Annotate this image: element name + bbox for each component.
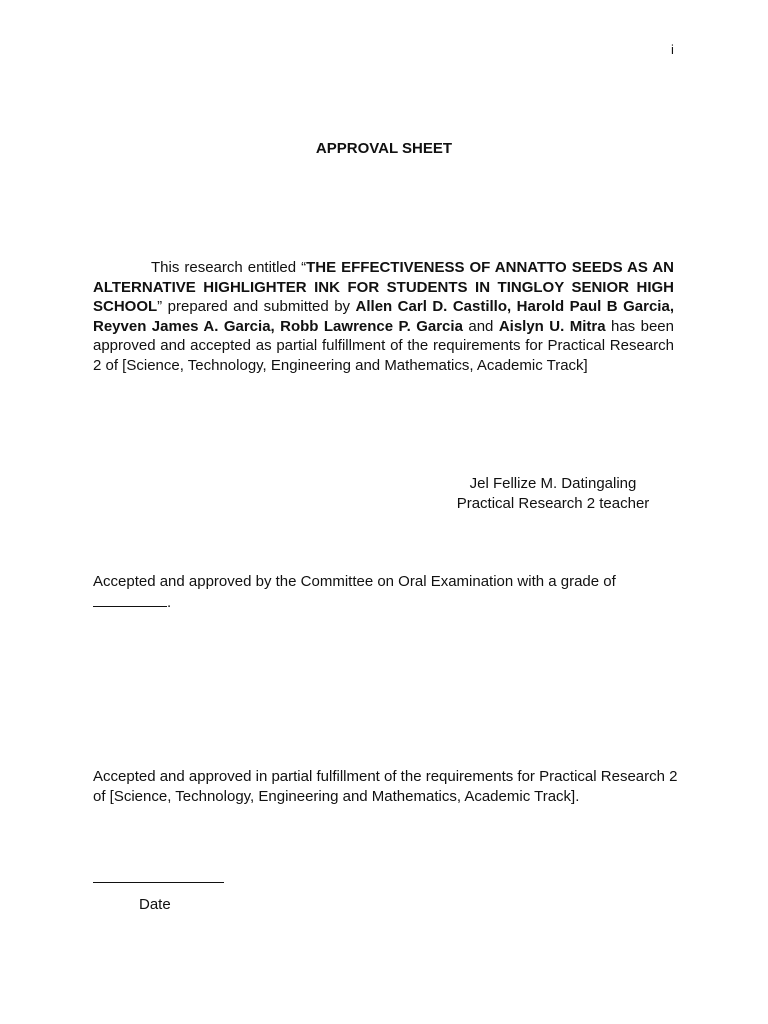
committee-end: . [167,594,172,611]
grade-blank-line [93,592,167,607]
approval-and: and [462,317,499,335]
fulfillment-statement: Accepted and approved in partial fulfillment of the requirements for Practical Research 2 of [Science, Technology, Engineering and Mathematics, Academic Track]. [93,768,678,805]
approval-after-title: ” prepared and submitted by [157,298,356,315]
page-title: APPROVAL SHEET [315,140,453,157]
approval-intro: This research entitled “ [151,259,307,276]
approval-paragraph [93,258,674,375]
research-title: THE EFFECTIVENESS OF ANNATTO SEEDS AS AN ALTERNATIVE HIGHLIGHTER INK FOR STUDENTS IN TINGLOY SENIOR HIGH SCHOOL [93,259,674,315]
committee-text: Accepted and approved by the Committee on Oral Examination with a grade of [93,573,616,590]
signatory-role: Practical Research 2 teacher [456,495,650,512]
signatory-block [430,474,676,514]
page-number: i [671,42,674,57]
date-label: Date [139,896,171,913]
author-last: Aislyn U. Mitra [498,317,606,335]
signatory-name: Jel Fellize M. Datingaling [469,475,637,492]
date-signature-line [93,882,224,883]
authors-list: Allen Carl D. Castillo, Harold Paul B Garcia, Reyven James A. Garcia, Robb Lawrence P. Garcia [93,298,674,335]
committee-statement [93,572,674,613]
approval-closing: has been approved and accepted as partial fulfillment of the requirements for Practical Research 2 of [Science, Technology, Engineering and Mathematics, Academic Track] [93,317,674,374]
